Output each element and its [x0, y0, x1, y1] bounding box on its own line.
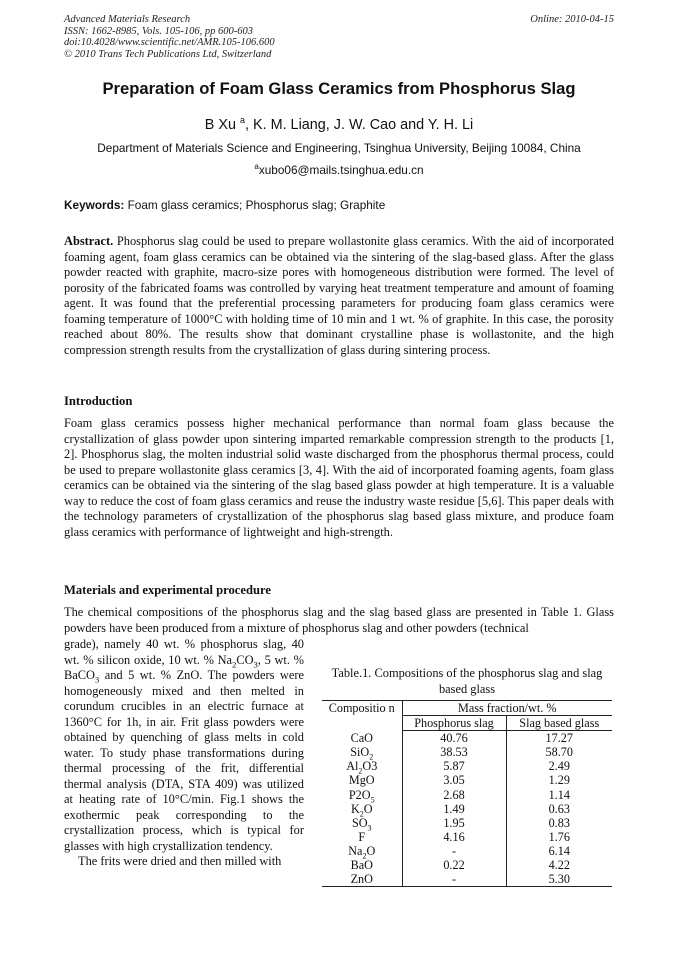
author-email: [0, 162, 678, 177]
formula-base: F: [358, 829, 366, 844]
phosphorus-slag-cell: -: [402, 872, 506, 887]
formula-base: BaO: [350, 858, 373, 873]
formula-base: CaO: [350, 730, 373, 745]
formula-subscript: 3: [367, 823, 372, 833]
formula-base: Al: [346, 759, 359, 774]
composition-cell: [322, 731, 402, 746]
author-list: [0, 115, 678, 133]
formula-base: P2O: [348, 787, 371, 802]
other-authors: , K. M. Liang, J. W. Cao and Y. H. Li: [244, 116, 474, 133]
formula-subscript: 2: [369, 752, 374, 762]
phosphorus-slag-cell: 1.95: [402, 816, 506, 830]
phosphorus-slag-cell: 1.49: [402, 802, 506, 816]
formula-base: Na: [348, 843, 363, 858]
issn-line: ISSN: 1662-8985, Vols. 105-106, pp 600-603: [64, 25, 253, 37]
table-row: [322, 788, 612, 802]
phosphorus-slag-cell: -: [402, 844, 506, 858]
col-sub-3b: 3: [94, 674, 100, 685]
slag-glass-cell: 1.29: [548, 773, 570, 788]
phosphorus-slag-cell: 0.22: [402, 858, 506, 872]
table-row: [322, 745, 612, 759]
phosphorus-slag-cell: 4.16: [402, 830, 506, 844]
table-row: [322, 802, 612, 816]
composition-cell: [322, 872, 402, 887]
formula-tail: O: [363, 801, 373, 816]
email-address: xubo06@mails.tsinghua.edu.cn: [258, 162, 424, 177]
composition-cell: [322, 815, 402, 833]
composition-header: Compositio n: [322, 701, 402, 731]
introduction-text: Foam glass ceramics possess higher mechanical performance than normal foam glass because the crystallization of glass powder upon sintering imparted remarkable compression strength to the products [1, 2]. Phosphorus slag, the molten industrial solid waste discharged from the phosphorus thermal process, could be used to prepare wollastonite glass ceramics [3, 4]. With the aid of incorporated foaming agents, foam glass ceramics can be obtained via the sintering of the slag based glass powder at high temperature. It is a valuable way to reduce the cost of foam glass ceramics and reuse the industry waste residue [5,6]. This paper deals with the technology parameters of crystallization of the phosphorus slag based glass mixture, and produce foam glass ceramics with performance of lightweight and high-strength.: [64, 416, 614, 539]
slag-glass-cell: 1.14: [548, 787, 570, 802]
phosphorus-slag-cell: 2.68: [402, 788, 506, 802]
copyright-line: © 2010 Trans Tech Publications Ltd, Switzerland: [64, 48, 272, 60]
formula-subscript: 2: [359, 809, 364, 819]
abstract-label: Abstract.: [64, 234, 114, 248]
table-row: [322, 830, 612, 844]
col-text-b: CO: [236, 652, 254, 667]
formula-subscript: 2: [362, 851, 367, 861]
materials-column-last: The frits were dried and then milled with: [78, 854, 282, 868]
doi-line: doi:10.4028/www.scientific.net/AMR.105-106.600: [64, 37, 275, 49]
slag-glass-cell: 0.83: [548, 815, 570, 830]
table-row: [322, 816, 612, 830]
email-mark: a: [254, 162, 259, 171]
slag-glass-cell: 58.70: [545, 745, 573, 760]
col-text-a: grade), namely 40 wt. % phosphorus slag, 40 wt. % silicon oxide, 10 wt. % Na: [64, 637, 304, 667]
table-row: [322, 872, 612, 887]
formula-base: ZnO: [350, 872, 373, 887]
formula-base: SiO: [350, 745, 370, 760]
composition-table: [322, 700, 612, 887]
keywords: [64, 198, 614, 212]
slag-glass-cell: 17.27: [545, 731, 573, 746]
journal-name: Advanced Materials Research: [64, 14, 191, 25]
table-row: [322, 773, 612, 787]
paper-title: Preparation of Foam Glass Ceramics from Phosphorus Slag: [102, 79, 576, 98]
composition-cell: [322, 788, 402, 802]
slag-glass-cell: 5.30: [506, 872, 612, 887]
slag-glass-cell: 2.49: [548, 759, 570, 774]
formula-tail: O3: [362, 759, 378, 774]
phosphorus-slag-cell: 40.76: [402, 731, 506, 746]
introduction-heading: Introduction: [64, 394, 133, 408]
formula-tail: O: [366, 843, 376, 858]
phosphorus-slag-cell: 5.87: [402, 759, 506, 773]
keywords-label: Keywords:: [64, 198, 125, 212]
composition-cell: [322, 773, 402, 787]
slag-glass-cell: 0.63: [548, 801, 570, 816]
col-sub-3a: 3: [253, 658, 258, 669]
online-date: Online: 2010-04-15: [530, 14, 614, 25]
col-text-c: , 5 wt. % BaCO: [64, 652, 304, 682]
table-body: [322, 731, 612, 887]
table-row: [322, 731, 612, 746]
formula-base: SO: [351, 815, 368, 830]
col-text-d: and 5 wt. % ZnO. The powders were homogeneously mixed and then melted in corundum crucibles in an electric furnace at 1360°C for 1h, in air. Frit glass powders were obtained by quenching of glass melts in cold water. To study phase transformations during thermal processing of the frit, differential thermal analysis (DTA, STA 409) was utilized at heating rate of 10°C/min. Fig.1 shows the exothermic peak corresponding to the crystallization process, which is typical for glasses with high crystallization tendency.: [64, 668, 304, 853]
abstract-text: Phosphorus slag could be used to prepare wollastonite glass ceramics. With the aid of incorporated foaming agent, foam glass ceramics can be obtained via the sintering of the slag-based glass. After the glass powder reacted with graphite, macro-size pores with homogeneous distribution were formed. The level of porosity of the fabricated foams was controlled by varying heat treatment temperature and amount of foaming agent. It was found that the preferential processing parameters for producing foam glass ceramics were foaming temperature of 1000°C with holding time of 10 min and 1 wt. % of graphite. In this case, the porosity reached about 80%. The results show that dominant crystalline phase is wollastonite, and the high compression strength results from the crystallization of glass during sintering process.: [64, 234, 614, 357]
formula-subscript: 2: [358, 766, 363, 776]
materials-paragraph: The chemical compositions of the phosphorus slag and the slag based glass are presented in Table 1. Glass powders have been produced from a mixture of phosphorus slag and other powders (technical: [64, 605, 614, 635]
formula-base: K: [350, 801, 360, 816]
phosphorus-slag-cell: 3.05: [402, 773, 506, 787]
materials-column: [64, 637, 304, 870]
mass-fraction-header: Mass fraction/wt. %: [402, 701, 612, 716]
affiliation: Department of Materials Science and Engineering, Tsinghua University, Beijing 10084, China: [97, 141, 581, 155]
phosphorus-slag-cell: 38.53: [402, 745, 506, 759]
keywords-text: Foam glass ceramics; Phosphorus slag; Graphite: [127, 198, 386, 212]
col-sub-2a: 2: [232, 658, 237, 669]
materials-column-text: [64, 637, 304, 854]
formula-base: MgO: [348, 773, 375, 788]
table-caption: Table.1. Compositions of the phosphorus slag and slag based glass: [331, 666, 603, 696]
author-affil-mark: a: [239, 115, 245, 125]
composition-cell: [322, 801, 402, 819]
slag-glass-cell: 6.14: [548, 843, 570, 858]
journal-header: [64, 14, 614, 60]
table-row: [322, 858, 612, 872]
slag-glass-header: Slag based glass: [506, 716, 612, 731]
slag-glass-cell: 4.22: [548, 858, 570, 873]
composition-cell: [322, 830, 402, 844]
table-row: [322, 759, 612, 773]
materials-heading: Materials and experimental procedure: [64, 583, 271, 597]
table-row: [322, 844, 612, 858]
abstract: [64, 234, 614, 358]
composition-cell: [322, 759, 402, 776]
phosphorus-slag-header: Phosphorus slag: [402, 716, 506, 731]
composition-cell: [322, 745, 402, 762]
composition-cell: [322, 843, 402, 861]
composition-cell: [322, 858, 402, 872]
slag-glass-cell: 1.76: [548, 829, 570, 844]
formula-subscript: 5: [370, 795, 375, 804]
first-author: B Xu: [204, 116, 236, 133]
